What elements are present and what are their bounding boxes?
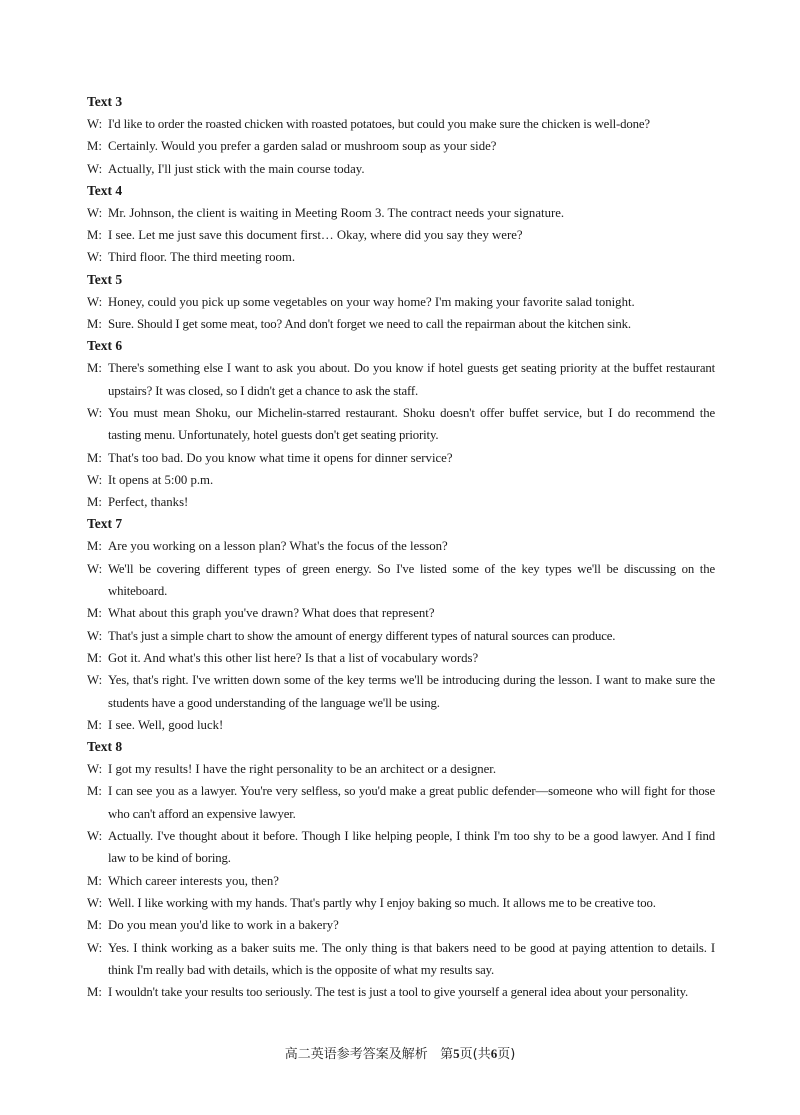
dialogue-text: That's too bad. Do you know what time it opens for dinner service? bbox=[108, 450, 453, 465]
footer-page-suffix: 页) bbox=[497, 1047, 516, 1062]
dialogue-line bbox=[87, 870, 715, 892]
dialogue-text: You must mean Shoku, our Michelin-starred restaurant. Shoku doesn't offer buffet service, but I do recommend the tasting menu. Unfortunately, hotel guests don't get seating priority. bbox=[108, 405, 715, 443]
section-heading: Text 7 bbox=[87, 516, 123, 532]
dialogue-line bbox=[87, 647, 715, 669]
dialogue-text: Perfect, thanks! bbox=[108, 495, 189, 510]
speaker-label: M: bbox=[87, 495, 102, 510]
speaker-label: M: bbox=[87, 873, 102, 888]
dialogue-line bbox=[87, 914, 715, 936]
speaker-label: M: bbox=[87, 228, 102, 243]
section-heading: Text 5 bbox=[87, 271, 123, 287]
dialogue-text: Yes. I think working as a baker suits me. The only thing is that bakers need to be good at paying attention to details. I think I'm really bad with details, which is the opposite of what my results say. bbox=[108, 940, 715, 977]
dialogue-text: There's something else I want to ask you about. Do you know if hotel guests get seating priority at the buffet restaurant upstairs? It was closed, so I didn't get a chance to ask the staff. bbox=[108, 361, 715, 398]
dialogue-text: Sure. Should I get some meat, too? And don't forget we need to call the repairman about the kitchen sink. bbox=[108, 317, 631, 332]
dialogue-line bbox=[87, 825, 715, 870]
speaker-label: M: bbox=[87, 918, 102, 933]
dialogue-text: I wouldn't take your results too seriously. The test is just a tool to give yourself a general idea about your personality. bbox=[108, 985, 689, 1000]
footer-page-total: 6 bbox=[490, 1046, 498, 1061]
dialogue-text: It opens at 5:00 p.m. bbox=[108, 472, 214, 487]
dialogue-line bbox=[87, 357, 715, 402]
speaker-label: W: bbox=[87, 561, 103, 576]
dialogue-line bbox=[87, 313, 715, 335]
speaker-label: M: bbox=[87, 139, 102, 154]
footer-page-prefix: 第 bbox=[440, 1047, 454, 1062]
dialogue-line bbox=[87, 625, 715, 647]
speaker-label: W: bbox=[87, 472, 103, 487]
dialogue-line bbox=[87, 158, 715, 180]
dialogue-text: Which career interests you, then? bbox=[108, 873, 279, 888]
speaker-label: W: bbox=[87, 895, 103, 910]
speaker-label: W: bbox=[87, 294, 103, 309]
dialogue-line bbox=[87, 937, 715, 982]
dialogue-line bbox=[87, 535, 715, 557]
dialogue-line bbox=[87, 780, 715, 825]
speaker-label: M: bbox=[87, 784, 102, 799]
speaker-label: W: bbox=[87, 250, 103, 265]
dialogue-line bbox=[87, 402, 715, 447]
speaker-label: W: bbox=[87, 673, 103, 688]
dialogue-line bbox=[87, 291, 715, 313]
speaker-label: M: bbox=[87, 606, 102, 621]
footer-page-middle: 页(共 bbox=[459, 1047, 491, 1062]
footer-title: 高二英语参考答案及解析 bbox=[284, 1047, 428, 1062]
dialogue-text: Honey, could you pick up some vegetables on your way home? I'm making your favorite salad tonight. bbox=[108, 294, 635, 309]
dialogue-line bbox=[87, 491, 715, 513]
dialogue-line bbox=[87, 202, 715, 224]
speaker-label: W: bbox=[87, 161, 103, 176]
speaker-label: M: bbox=[87, 985, 102, 1000]
speaker-label: M: bbox=[87, 539, 102, 554]
dialogue-text: I got my results! I have the right personality to be an architect or a designer. bbox=[108, 762, 497, 777]
speaker-label: M: bbox=[87, 317, 102, 332]
dialogue-line bbox=[87, 892, 715, 914]
dialogue-line bbox=[87, 224, 715, 246]
dialogue-text: Are you working on a lesson plan? What's the focus of the lesson? bbox=[108, 539, 448, 554]
dialogue-text: Actually. I've thought about it before. Though I like helping people, I think I'm too shy to be a good lawyer. And I find law to be kind of boring. bbox=[108, 829, 715, 866]
speaker-label: M: bbox=[87, 650, 102, 665]
dialogue-text: I see. Well, good luck! bbox=[108, 717, 224, 732]
page-footer bbox=[0, 1043, 800, 1062]
dialogue-text: I see. Let me just save this document first… Okay, where did you say they were? bbox=[108, 228, 523, 243]
speaker-label: W: bbox=[87, 762, 103, 777]
footer-page-current: 5 bbox=[453, 1046, 460, 1061]
dialogue-line bbox=[87, 981, 715, 1003]
dialogue-text: I can see you as a lawyer. You're very selfless, so you'd make a great public defender—someone who will fight for those who can't afford an expensive lawyer. bbox=[108, 784, 715, 821]
transcript-document bbox=[87, 91, 715, 1003]
speaker-label: M: bbox=[87, 361, 102, 376]
speaker-label: M: bbox=[87, 450, 102, 465]
dialogue-line bbox=[87, 714, 715, 736]
dialogue-text: Got it. And what's this other list here? Is that a list of vocabulary words? bbox=[108, 650, 479, 665]
dialogue-text: That's just a simple chart to show the amount of energy different types of natural sources can produce. bbox=[108, 628, 616, 643]
dialogue-text: Third floor. The third meeting room. bbox=[108, 250, 296, 265]
dialogue-text: We'll be covering different types of green energy. So I've listed some of the key types we'll be discussing on the whiteboard. bbox=[108, 561, 715, 599]
dialogue-line bbox=[87, 447, 715, 469]
dialogue-line bbox=[87, 469, 715, 491]
dialogue-text: I'd like to order the roasted chicken with roasted potatoes, but could you make sure the chicken is well-done? bbox=[108, 117, 650, 131]
speaker-label: W: bbox=[87, 628, 103, 643]
section-heading: Text 4 bbox=[87, 182, 123, 198]
section-heading: Text 6 bbox=[87, 338, 123, 354]
dialogue-line bbox=[87, 135, 715, 157]
speaker-label: W: bbox=[87, 940, 103, 955]
dialogue-text: What about this graph you've drawn? What does that represent? bbox=[108, 606, 435, 621]
section-heading: Text 8 bbox=[87, 739, 123, 755]
dialogue-text: Actually, I'll just stick with the main course today. bbox=[108, 161, 365, 176]
speaker-label: W: bbox=[87, 117, 103, 131]
dialogue-text: Yes, that's right. I've written down some of the key terms we'll be introducing during the lesson. I want to make sure the students have a good understanding of the language we'll be using. bbox=[108, 673, 715, 710]
speaker-label: W: bbox=[87, 405, 103, 420]
dialogue-line bbox=[87, 602, 715, 624]
dialogue-text: Do you mean you'd like to work in a bakery? bbox=[108, 918, 339, 933]
dialogue-line bbox=[87, 758, 715, 780]
dialogue-line bbox=[87, 669, 715, 714]
dialogue-text: Well. I like working with my hands. That's partly why I enjoy baking so much. It allows me to be creative too. bbox=[108, 895, 656, 910]
dialogue-line bbox=[87, 113, 715, 135]
speaker-label: W: bbox=[87, 205, 103, 220]
dialogue-line bbox=[87, 558, 715, 603]
section-heading: Text 3 bbox=[87, 94, 123, 109]
dialogue-text: Mr. Johnson, the client is waiting in Meeting Room 3. The contract needs your signature. bbox=[108, 205, 565, 220]
dialogue-text: Certainly. Would you prefer a garden salad or mushroom soup as your side? bbox=[108, 139, 497, 154]
speaker-label: W: bbox=[87, 829, 103, 844]
speaker-label: M: bbox=[87, 717, 102, 732]
dialogue-line bbox=[87, 246, 715, 268]
